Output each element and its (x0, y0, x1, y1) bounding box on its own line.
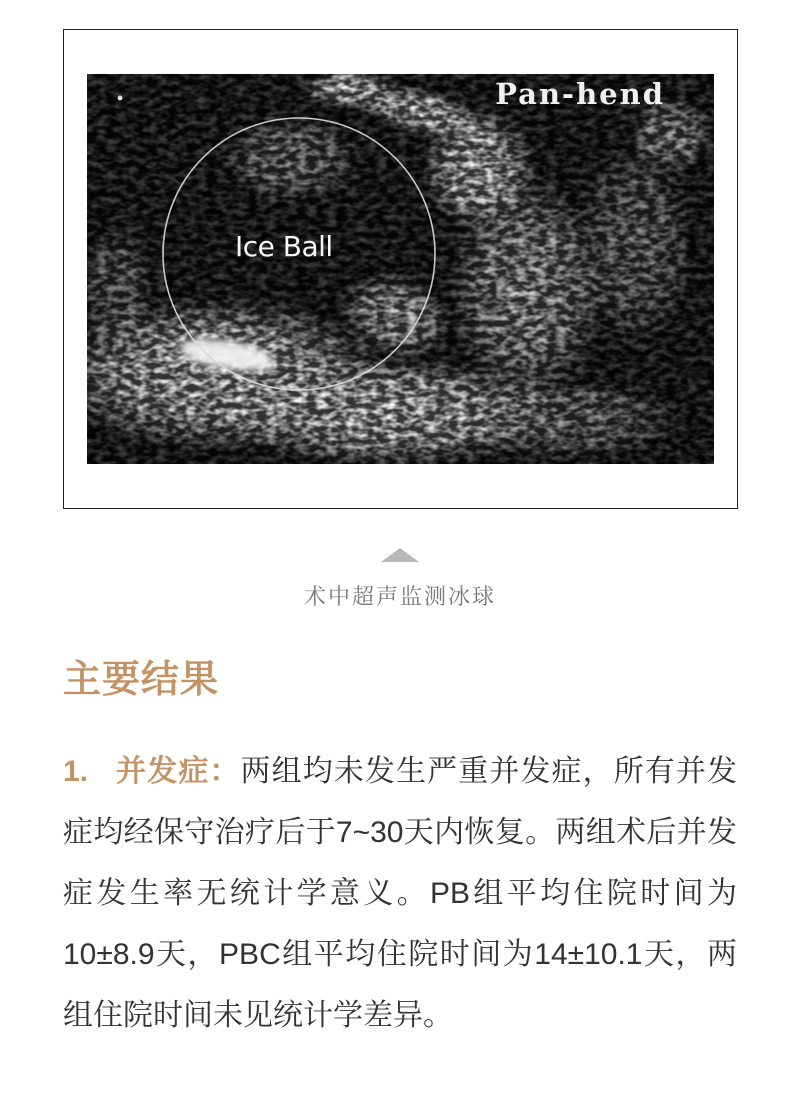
figure-caption: 术中超声监测冰球 (303, 584, 496, 609)
paragraph-label: 并发症： (115, 755, 241, 788)
ice-ball-label: Ice Ball (235, 230, 333, 263)
caption-arrow-icon (381, 548, 419, 562)
ultrasound-graphic (87, 74, 714, 464)
ultrasound-image[interactable] (87, 74, 714, 464)
figure-frame (63, 29, 738, 509)
device-label: Pan-hend (495, 77, 665, 111)
results-paragraph (63, 741, 737, 1046)
calibration-dot (118, 96, 123, 101)
section-heading: 主要结果 (63, 659, 220, 701)
echogenic-speckle-regions (87, 74, 714, 464)
paragraph-number: 1. (63, 755, 89, 788)
paragraph-text: 两组均未发生严重并发症，所有并发症均经保守治疗后于7~30天内恢复。两组术后并发症发生率无统计学意义。PB组平均住院时间为10±8.9天，PBC组平均住院时间为14±10.1天，两组住院时间未见统计学差异。 (63, 755, 738, 1032)
